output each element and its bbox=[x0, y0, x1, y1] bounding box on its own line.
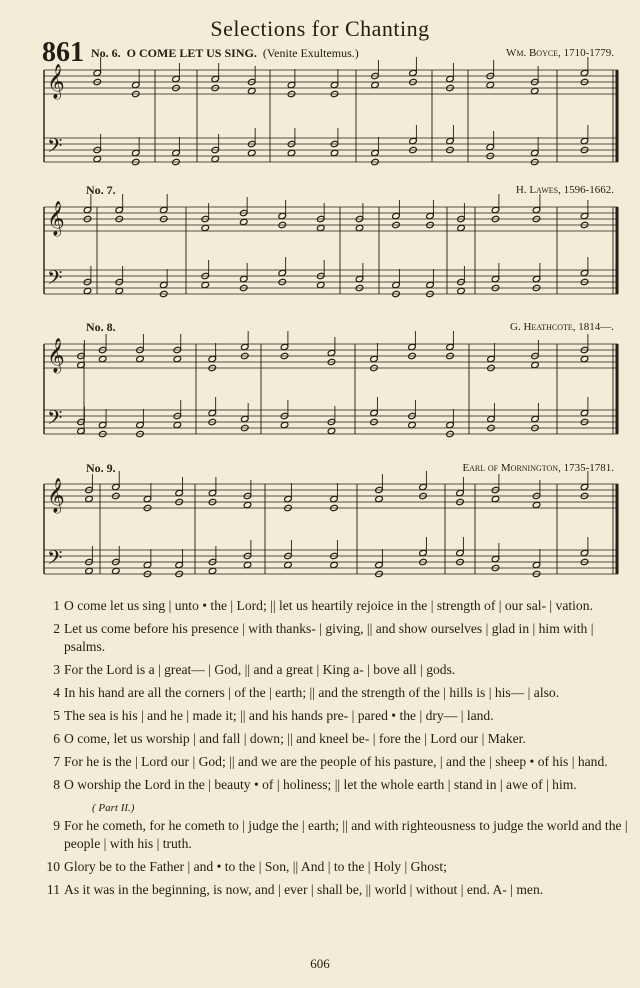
verse-5 bbox=[44, 707, 630, 725]
verse-text: Let us come before his presence | with thanks- | giving, || and show ourselves | glad in | him with | psalms. bbox=[64, 621, 594, 654]
note-head bbox=[243, 501, 252, 508]
verse-number: 1 bbox=[53, 598, 60, 613]
verse-number: 10 bbox=[46, 859, 60, 874]
treble-clef-icon: 𝄞 bbox=[47, 201, 65, 236]
note-head bbox=[531, 361, 540, 368]
composer-dates: 1596-1662. bbox=[563, 184, 614, 196]
verse-7 bbox=[44, 753, 630, 771]
chant-label: No. 7. bbox=[86, 183, 116, 197]
note-head bbox=[316, 224, 325, 231]
note-head bbox=[201, 281, 210, 288]
verse-number: 3 bbox=[53, 662, 60, 677]
note-head bbox=[330, 149, 339, 156]
verse-number: 6 bbox=[53, 731, 60, 746]
page-number: 606 bbox=[310, 956, 330, 971]
note-head bbox=[211, 155, 220, 162]
note-head bbox=[287, 149, 296, 156]
verse-text: Glory be to the Father | and • to the | Son, || And | to the | Holy | Ghost; bbox=[64, 859, 447, 874]
note-head bbox=[173, 421, 182, 428]
verse-11 bbox=[44, 881, 630, 899]
note-head bbox=[580, 355, 589, 362]
page-heading: Selections for Chanting bbox=[210, 16, 430, 41]
note-head bbox=[330, 561, 339, 568]
note-head bbox=[247, 87, 256, 94]
verse-number: 4 bbox=[53, 685, 60, 700]
composer-name: Wm. Boyce, bbox=[505, 47, 561, 59]
note-head bbox=[284, 561, 293, 568]
note-head bbox=[316, 281, 325, 288]
treble-clef-icon: 𝄞 bbox=[47, 64, 65, 99]
chant-label: No. 8. bbox=[86, 320, 116, 334]
note-head bbox=[530, 87, 539, 94]
note-head bbox=[115, 287, 124, 294]
chant-title: O COME LET US SING. bbox=[126, 46, 257, 60]
chant-label: No. 6. bbox=[91, 46, 121, 60]
verse-text: O come, let us worship | and fall | down; || and kneel be- | fore the | Lord our | Maker. bbox=[64, 731, 526, 746]
bass-clef-icon: 𝄢 bbox=[47, 266, 63, 294]
verse-text: The sea is his | and he | made it; || and his hands pre- | pared • the | dry— | land. bbox=[64, 708, 494, 723]
note-head bbox=[136, 355, 145, 362]
verse-9 bbox=[44, 817, 630, 853]
chant-subtitle: (Venite Exultemus.) bbox=[262, 46, 359, 60]
verse-3 bbox=[44, 661, 630, 679]
note-head bbox=[93, 155, 102, 162]
note-head bbox=[371, 81, 380, 88]
part-label: ( Part II.) bbox=[92, 802, 135, 814]
note-head bbox=[408, 421, 417, 428]
verse-text: As it was in the beginning, is now, and | ever | shall be, || world | without | end. A- | men. bbox=[64, 882, 544, 897]
composer-dates: 1735-1781. bbox=[563, 462, 614, 474]
bass-clef-icon: 𝄢 bbox=[47, 406, 63, 434]
note-head bbox=[491, 495, 500, 502]
verse-text: O come let us sing | unto • the | Lord; || let us heartily rejoice in the | strength of | our sal- | vation. bbox=[64, 598, 593, 613]
note-head bbox=[532, 501, 541, 508]
note-head bbox=[280, 421, 289, 428]
note-head bbox=[457, 224, 466, 231]
chant-label: No. 9. bbox=[86, 461, 116, 475]
verse-2 bbox=[44, 620, 630, 656]
verse-text: In his hand are all the corners | of the | earth; || and the strength of the | hills is | his— | also. bbox=[64, 685, 560, 700]
chant-verses bbox=[44, 597, 630, 904]
verse-text: For he cometh, for he cometh to | judge the | earth; || and with righteousness to judge the world and the | people | with his | truth. bbox=[64, 818, 628, 851]
note-head bbox=[85, 567, 94, 574]
note-head bbox=[486, 81, 495, 88]
composer-name: Earl of Mornington, bbox=[462, 462, 561, 474]
verse-number: 7 bbox=[53, 754, 60, 769]
composer-dates: 1814—. bbox=[578, 321, 614, 333]
hymn-number: 861 bbox=[42, 37, 84, 68]
composer-name: G. Heathcote, bbox=[510, 321, 576, 333]
note-head bbox=[239, 218, 248, 225]
verse-number: 2 bbox=[53, 621, 60, 636]
verse-8 bbox=[44, 776, 630, 794]
verse-6 bbox=[44, 730, 630, 748]
verse-text: For he is the | Lord our | God; || and we are the people of his pasture, | and the | sheep • of his | hand. bbox=[64, 754, 608, 769]
note-head bbox=[327, 427, 336, 434]
treble-clef-icon: 𝄞 bbox=[47, 338, 65, 373]
bass-clef-icon: 𝄢 bbox=[47, 546, 63, 574]
note-head bbox=[243, 561, 252, 568]
note-head bbox=[85, 495, 94, 502]
note-head bbox=[457, 287, 466, 294]
verse-4 bbox=[44, 684, 630, 702]
treble-clef-icon: 𝄞 bbox=[47, 478, 65, 513]
note-head bbox=[375, 495, 384, 502]
note-head bbox=[112, 567, 121, 574]
note-head bbox=[208, 567, 217, 574]
verse-text: For the Lord is a | great— | God, || and a great | King a- | bove all | gods. bbox=[64, 662, 456, 677]
verse-number: 9 bbox=[53, 818, 60, 833]
note-head bbox=[247, 149, 256, 156]
verse-10 bbox=[44, 858, 630, 876]
bass-clef-icon: 𝄢 bbox=[47, 134, 63, 162]
note-head bbox=[355, 224, 364, 231]
verse-number: 11 bbox=[46, 882, 60, 897]
composer-name: H. Lawes, bbox=[515, 184, 561, 196]
composer-dates: 1710-1779. bbox=[563, 47, 614, 59]
verse-1 bbox=[44, 597, 630, 615]
verse-text: O worship the Lord in the | beauty • of | holiness; || let the whole earth | stand in | awe of | him. bbox=[64, 777, 577, 792]
note-head bbox=[98, 355, 107, 362]
verse-number: 8 bbox=[53, 777, 60, 792]
note-head bbox=[173, 355, 182, 362]
note-head bbox=[83, 287, 92, 294]
note-head bbox=[201, 224, 210, 231]
verse-number: 5 bbox=[53, 708, 60, 723]
